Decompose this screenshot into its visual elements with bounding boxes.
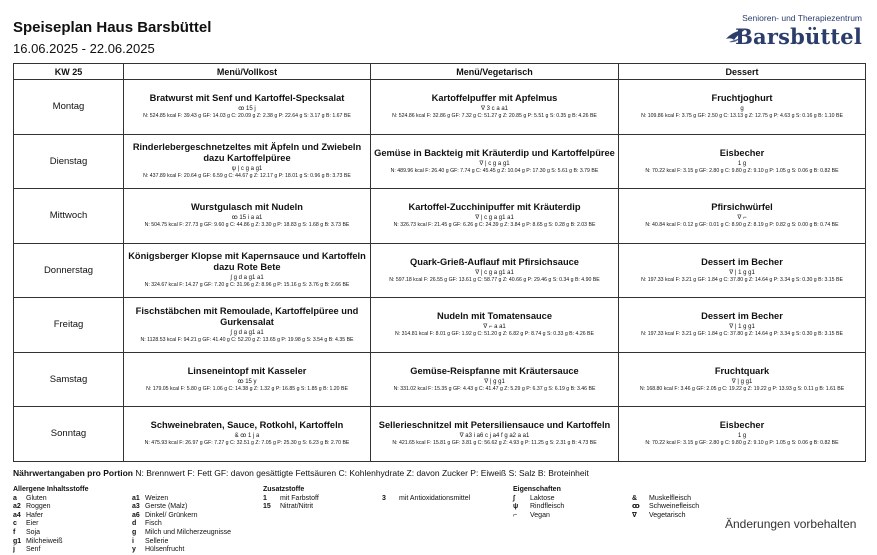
legend-key: f (13, 528, 16, 536)
dish-nutrition: N: 475.93 kcal F: 26.97 g GF: 7.27 g C: 32.51 g Z: 7.05 g P: 25.30 g S: 6.23 g B: 2.70 BE (144, 440, 350, 447)
menu-cell-vollkost (124, 407, 371, 462)
menu-body (14, 80, 866, 462)
additives-list-2 (382, 495, 470, 504)
legend-key: d (132, 520, 137, 528)
dish-name: Dessert im Becher (701, 256, 783, 267)
legend-key: & (632, 494, 638, 502)
legend-label: Dinkel/ Grünkern (145, 511, 198, 519)
dish-codes: ꝏ 15 j (238, 106, 256, 113)
legend-key: j (13, 546, 15, 554)
menu-cell-vegetarisch (371, 352, 619, 407)
menu-cell-dessert (619, 80, 866, 135)
dish-nutrition: N: 437.89 kcal F: 20.64 g GF: 6.59 g C: 44.67 g Z: 12.17 g P: 18.01 g S: 0.96 g B: 3.73 BE (143, 173, 351, 180)
nutrition-legend-label: Nährwertangaben pro Portion (13, 468, 133, 478)
page-title: Speiseplan Haus Barsbüttel (13, 19, 212, 36)
table-row (14, 352, 866, 407)
dish-name: Königsberger Klopse mit Kapernsauce und Kartoffeln dazu Rote Bete (128, 251, 366, 273)
dish-name: Rinderlebergeschnetzeltes mit Äpfeln und Zwiebeln dazu Kartoffelpüree (132, 142, 362, 164)
legend-label: Laktose (530, 494, 555, 502)
legend-item (132, 520, 231, 529)
dish-nutrition: N: 70.22 kcal F: 3.15 g GF: 2.80 g C: 9.80 g Z: 9.10 g P: 1.05 g S: 0.06 g B: 0.82 BE (645, 440, 839, 447)
dish-name: Nudeln mit Tomatensauce (436, 311, 553, 322)
menu-cell-vegetarisch (371, 407, 619, 462)
dish-codes: ∫ g d a g1 a1 (230, 275, 264, 282)
menu-cell-vollkost (124, 298, 371, 353)
legend-item (263, 495, 319, 504)
table-header-row (14, 64, 866, 80)
menu-cell-dessert (619, 243, 866, 298)
dish-codes: 1 g (737, 160, 747, 167)
dish-name: Dessert im Becher (701, 311, 783, 322)
legend-item (132, 512, 231, 521)
dish-name: Sellerieschnitzel mit Petersiliensauce und Kartoffeln (378, 420, 611, 431)
properties-legend (513, 486, 564, 520)
dish-nutrition: N: 70.22 kcal F: 3.15 g GF: 2.80 g C: 9.80 g Z: 9.10 g P: 1.05 g S: 0.06 g B: 0.82 BE (645, 167, 839, 174)
dish-codes: g (740, 106, 744, 113)
legend-label: Hafer (26, 511, 44, 519)
legend-item (132, 495, 231, 504)
dish-codes: ∇ | c g a g1 (479, 160, 510, 167)
legend-label: Vegan (530, 511, 550, 519)
legend-key: g (132, 528, 137, 536)
day-name: Dienstag (14, 134, 124, 189)
menu-cell-vegetarisch (371, 134, 619, 189)
menu-cell-vegetarisch (371, 189, 619, 244)
legend-item (513, 495, 564, 504)
dish-name: Quark-Grieß-Auflauf mit Pfirsichsauce (410, 256, 579, 267)
dish-codes: 1 g (737, 433, 747, 440)
dish-name: Fruchtjoghurt (711, 93, 773, 104)
legend-label: Milch und Milcherzeugnisse (145, 528, 231, 536)
table-row (14, 134, 866, 189)
menu-cell-vollkost (124, 189, 371, 244)
legend-label: Soja (26, 528, 41, 536)
additives-legend-2 (382, 495, 470, 504)
legend-label: Milcheiweiß (26, 537, 63, 545)
dish-name: Wurstgulasch mit Nudeln (191, 202, 303, 213)
legend-key: i (132, 537, 134, 545)
menu-cell-dessert (619, 134, 866, 189)
legend-label: Rindfleisch (530, 503, 565, 511)
menu-cell-dessert (619, 298, 866, 353)
dish-codes: ∇ ⌐ a a1 (483, 324, 506, 331)
dish-codes: ∇ | c g a g1 a1 (475, 269, 514, 276)
day-name: Samstag (14, 352, 124, 407)
legend-item (132, 538, 231, 547)
header-menu-vollkost: Menü/Vollkost (124, 64, 371, 80)
legend-item (382, 495, 470, 504)
dish-nutrition: N: 40.84 kcal F: 0.12 g GF: 0.01 g C: 8.90 g Z: 8.19 g P: 0.82 g S: 0.00 g B: 0.74 BE (645, 222, 839, 229)
menu-table (13, 63, 866, 462)
legend-item (13, 538, 88, 547)
dish-nutrition: N: 324.67 kcal F: 14.27 g GF: 7.20 g C: 31.96 g Z: 8.96 g P: 15.16 g S: 3.76 g B: 2.66 BE (144, 282, 350, 289)
legend-key: a (13, 494, 17, 502)
menu-cell-vegetarisch (371, 298, 619, 353)
legend-label: Fisch (145, 520, 162, 528)
legend-key: g1 (13, 537, 22, 545)
legend-key: a1 (132, 494, 140, 502)
properties-list-2 (632, 495, 699, 521)
header-week: KW 25 (14, 64, 124, 80)
allergens-legend (13, 486, 88, 555)
legend-item (632, 512, 699, 521)
dish-name: Linseneintopf mit Kasseler (187, 365, 307, 376)
menu-cell-vegetarisch (371, 243, 619, 298)
legend-item (13, 529, 88, 538)
legend-item (632, 495, 699, 504)
legend-key: a6 (132, 511, 140, 519)
legend-key: ⌐ (513, 511, 518, 519)
table-row (14, 243, 866, 298)
dish-name: Fischstäbchen mit Remoulade, Kartoffelpüree und Gurkensalat (135, 305, 359, 327)
dish-nutrition: N: 197.33 kcal F: 3.21 g GF: 1.84 g C: 37.80 g Z: 14.64 g P: 3.34 g S: 0.30 g B: 3.15 BE (641, 331, 843, 338)
dish-name: Kartoffelpuffer mit Apfelmus (431, 93, 558, 104)
dish-nutrition: N: 179.05 kcal F: 5.80 g GF: 1.06 g C: 14.38 g Z: 1.32 g P: 16.85 g S: 1.85 g B: 1.20 BE (146, 385, 348, 392)
dish-nutrition: N: 168.80 kcal F: 3.46 g GF: 2.05 g C: 19.22 g Z: 19.22 g P: 13.93 g S: 0.11 g B: 1.61 BE (639, 385, 845, 392)
header-dessert: Dessert (619, 64, 866, 80)
dish-name: Schweinebraten, Sauce, Rotkohl, Kartoffeln (150, 420, 344, 431)
legend-item (13, 495, 88, 504)
week-date-range: 16.06.2025 - 22.06.2025 (13, 41, 155, 56)
menu-cell-vollkost (124, 352, 371, 407)
additives-heading: Zusatzstoffe (263, 486, 305, 493)
legend-item (13, 512, 88, 521)
day-name: Montag (14, 80, 124, 135)
legend-label: Schweinefleisch (649, 503, 700, 511)
properties-heading: Eigenschaften (513, 486, 561, 493)
dish-codes: ∇ a3 i a6 c j a4 f g a2 a a1 (459, 433, 530, 440)
dish-name: Gemüse in Backteig mit Kräuterdip und Kartoffelpüree (374, 147, 615, 158)
legend-key: y (132, 546, 136, 554)
dish-name: Pfirsichwürfel (711, 202, 773, 213)
logo-subtitle: Senioren- und Therapiezentrum (742, 13, 862, 23)
dish-nutrition: N: 524.85 kcal F: 39.43 g GF: 14.03 g C: 20.09 g Z: 2.38 g P: 22.64 g S: 3.17 g B: 1.67 BE (143, 113, 351, 120)
nutrition-legend (13, 468, 589, 478)
dish-nutrition: N: 597.18 kcal F: 26.55 g GF: 13.61 g C: 58.77 g Z: 40.66 g P: 29.46 g S: 0.34 g B: 4.90 BE (389, 276, 600, 283)
day-name: Donnerstag (14, 243, 124, 298)
legend-key: a4 (13, 511, 21, 519)
legend-key: a3 (132, 503, 140, 511)
legend-label: Hülsenfrucht (145, 546, 185, 554)
dish-nutrition: N: 489.96 kcal F: 26.40 g GF: 7.74 g C: 45.45 g Z: 10.04 g P: 17.30 g S: 5.61 g B: 3.79 BE (390, 167, 599, 174)
menu-cell-vegetarisch (371, 80, 619, 135)
legend-label: Roggen (26, 503, 51, 511)
day-name: Sonntag (14, 407, 124, 462)
legend-label: Gluten (26, 494, 47, 502)
dish-name: Gemüse-Reispfanne mit Kräutersauce (410, 365, 579, 376)
legend-key: 1 (263, 494, 267, 502)
dish-nutrition: N: 314.81 kcal F: 8.01 g GF: 1.92 g C: 51.20 g Z: 6.82 g P: 8.74 g S: 0.33 g B: 4.26 BE (395, 331, 594, 338)
dish-codes: ∇ | g g1 (731, 378, 753, 385)
legend-item (513, 503, 564, 512)
legend-label: Muskelfleisch (649, 494, 692, 502)
menu-cell-dessert (619, 407, 866, 462)
table-row (14, 298, 866, 353)
legend-key: ∫ (513, 494, 515, 502)
dish-codes: ψ | c g a g1 (231, 166, 263, 173)
legend-item (132, 529, 231, 538)
nutrition-legend-text: N: Brennwert F: Fett GF: davon gesättigte Fettsäuren C: Kohlenhydrate Z: davon Zucker P: Eiweiß S: Salz B: Broteinheit (135, 468, 589, 478)
logo-name: Barsbüttel (735, 24, 862, 49)
legend-label: mit Antioxidationsmittel (399, 494, 471, 502)
legend-label: Nitrat/Nitrit (280, 503, 314, 511)
table-row (14, 407, 866, 462)
legend-item (632, 503, 699, 512)
day-name: Mittwoch (14, 189, 124, 244)
dish-nutrition: N: 1128.53 kcal F: 94.21 g GF: 41.40 g C: 52.20 g Z: 13.65 g P: 19.98 g S: 3.54 g B: 4.35 BE (140, 336, 354, 343)
changes-notice: Änderungen vorbehalten (725, 517, 857, 531)
legend-label: Weizen (145, 494, 169, 502)
properties-legend-2 (632, 495, 699, 521)
day-name: Freitag (14, 298, 124, 353)
dish-nutrition: N: 326.73 kcal F: 21.45 g GF: 6.26 g C: 24.39 g Z: 3.84 g P: 8.65 g S: 0.28 g B: 2.03 BE (393, 222, 596, 229)
legend-label: Vegetarisch (649, 511, 686, 519)
dish-nutrition: N: 331.02 kcal F: 15.35 g GF: 4.43 g C: 41.47 g Z: 5.29 g P: 6.37 g S: 6.19 g B: 3.46 BE (393, 385, 596, 392)
menu-cell-vollkost (124, 134, 371, 189)
dish-name: Fruchtquark (714, 365, 770, 376)
dish-name: Eisbecher (719, 420, 765, 431)
dish-codes: ∫ g d a g1 a1 (230, 329, 264, 336)
legend-item (132, 546, 231, 555)
legend-item (513, 512, 564, 521)
legend-label: Eier (26, 520, 39, 528)
legend-item (263, 503, 319, 512)
menu-cell-dessert (619, 352, 866, 407)
menu-cell-dessert (619, 189, 866, 244)
legend-label: mit Farbstoff (280, 494, 319, 502)
allergens-legend-2 (132, 495, 231, 555)
legend-label: Gerste (Malz) (145, 503, 188, 511)
legend-item (132, 503, 231, 512)
legend-key: c (13, 520, 17, 528)
allergens-list-1 (13, 495, 88, 555)
additives-list-1 (263, 495, 319, 512)
dish-codes: ∇ | 1 g g1 (729, 324, 755, 331)
dish-name: Eisbecher (719, 147, 765, 158)
allergens-heading: Allergene Inhaltsstoffe (13, 486, 89, 493)
menu-cell-vollkost (124, 80, 371, 135)
dish-nutrition: N: 421.65 kcal F: 15.81 g GF: 3.81 g C: 56.62 g Z: 4.93 g P: 11.25 g S: 2.31 g B: 4.73 BE (392, 440, 597, 447)
dish-codes: ꝏ 15 i a a1 (231, 215, 263, 222)
dish-nutrition: N: 524.86 kcal F: 32.86 g GF: 7.32 g C: 51.27 g Z: 20.85 g P: 5.51 g S: 0.35 g B: 4.26 BE (392, 113, 597, 120)
properties-list-1 (513, 495, 564, 521)
legend-key: ∇ (632, 511, 637, 519)
menu-cell-vollkost (124, 243, 371, 298)
dish-codes: ꝏ 15 y (237, 378, 257, 385)
additives-legend (263, 486, 319, 512)
dish-codes: ∇ | c g a g1 a1 (475, 215, 514, 222)
dish-codes: ∇ | g g1 (484, 378, 505, 385)
dish-nutrition: N: 504.75 kcal F: 27.73 g GF: 9.60 g C: 44.86 g Z: 3.30 g P: 18.83 g S: 1.68 g B: 3.73 BE (144, 222, 350, 229)
legend-item (13, 520, 88, 529)
dish-codes: ∇ 3 c a a1 (480, 106, 509, 113)
dish-name: Bratwurst mit Senf und Kartoffel-Specksalat (149, 93, 345, 104)
dish-codes: ∇ | 1 g g1 (729, 269, 755, 276)
legend-key: ꝏ (632, 503, 640, 511)
dish-nutrition: N: 197.33 kcal F: 3.21 g GF: 1.84 g C: 37.80 g Z: 14.64 g P: 3.34 g S: 0.30 g B: 3.15 BE (641, 276, 843, 283)
legend-key: ψ (513, 503, 519, 511)
table-row (14, 189, 866, 244)
legend-key: 3 (382, 494, 386, 502)
table-row (14, 80, 866, 135)
legend-key: a2 (13, 503, 21, 511)
legend-label: Senf (26, 546, 41, 554)
dish-nutrition: N: 109.86 kcal F: 3.75 g GF: 2.50 g C: 13.13 g Z: 12.75 g P: 4.63 g S: 0.16 g B: 1.10 BE (641, 113, 843, 120)
legend-item (13, 546, 88, 555)
allergens-list-2 (132, 495, 231, 555)
dish-codes: ∇ ⌐ (737, 215, 747, 222)
dish-name: Kartoffel-Zucchinipuffer mit Kräuterdip (408, 202, 581, 213)
legend-label: Sellerie (145, 537, 169, 545)
legend-key: 15 (263, 503, 271, 511)
header-menu-vegetarisch: Menü/Vegetarisch (371, 64, 619, 80)
dish-codes: & ꝏ 1 j a (234, 433, 260, 440)
legend-item (13, 503, 88, 512)
